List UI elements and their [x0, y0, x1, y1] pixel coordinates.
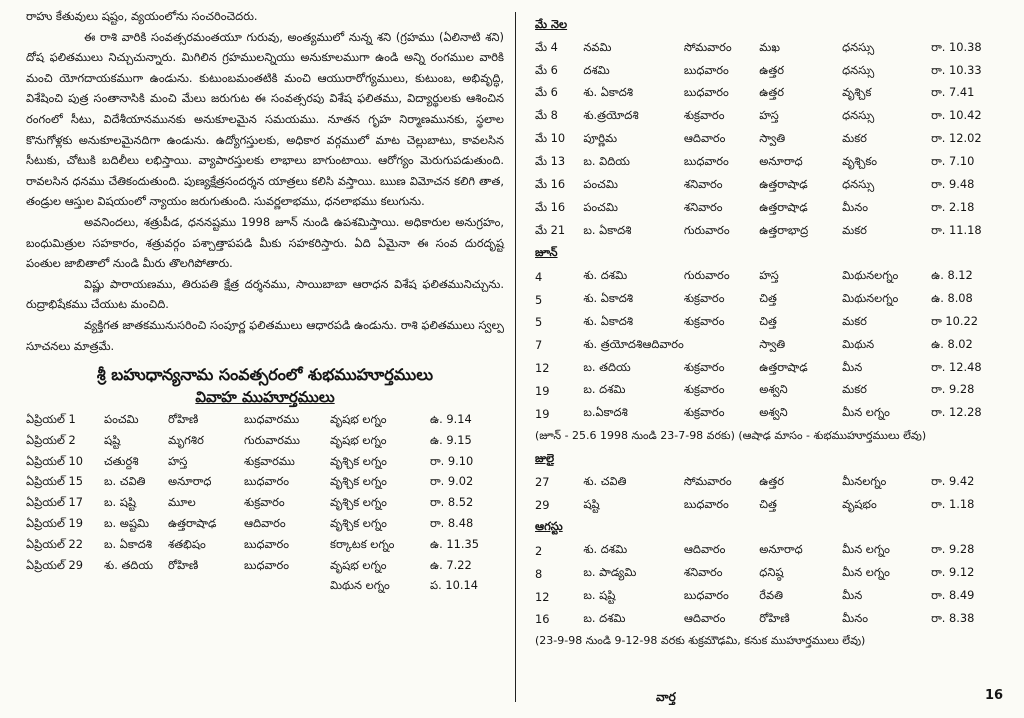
- table-row: [535, 60, 1005, 83]
- table-cell: శు.త్రయోదశి: [583, 108, 639, 123]
- table-cell: 12: [535, 361, 550, 376]
- table-cell: శుక్రవారం: [683, 291, 725, 306]
- table-cell: బ. షష్టి: [583, 588, 616, 603]
- table-row: [535, 471, 1005, 494]
- table-cell: బ. ఏకాదశి: [583, 222, 632, 237]
- table-cell: మే 13: [535, 153, 566, 168]
- table-cell: మిథునలగ్నం: [842, 268, 899, 283]
- table-cell: శనివారం: [683, 199, 723, 214]
- table-cell: వృశ్చిక: [842, 85, 872, 100]
- table-cell: గురువారం: [683, 268, 730, 283]
- table-cell: ఏప్రియల్ 29: [26, 557, 84, 572]
- table-cell: రా. 9.28: [931, 382, 975, 397]
- table-cell: ఏప్రియల్ 17: [26, 495, 84, 510]
- table-cell: ఏప్రియల్ 22: [26, 536, 84, 551]
- table-cell: పంచమి: [583, 199, 618, 214]
- table-cell: అశ్వని: [759, 405, 788, 420]
- table-cell: బుధవారం: [244, 474, 289, 489]
- table-cell: 19: [535, 406, 550, 421]
- section-heading: శ్రీ బహుధాన్యనామ సంవత్సరంలో శుభముహూర్తములు: [96, 365, 434, 385]
- table-cell: మే 10: [535, 131, 566, 146]
- table-cell: పంచమి: [104, 411, 139, 426]
- table-cell: రా. 7.41: [931, 85, 975, 100]
- table-cell: ఉ. 9.15: [430, 432, 472, 447]
- table-cell: రా. 9.12: [931, 565, 975, 580]
- table-cell: ఆదివారం: [683, 542, 726, 557]
- table-cell: ధనిష్ఠ: [759, 565, 784, 580]
- table-cell: మిథున: [842, 336, 875, 351]
- table-cell: పూర్ణిమ: [583, 131, 618, 146]
- table-row: [26, 576, 500, 597]
- table-cell: రా 10.22: [931, 313, 979, 328]
- table-cell: రా. 7.10: [931, 153, 975, 168]
- table-cell: రా. 8.38: [931, 610, 975, 625]
- table-row: [535, 83, 1005, 106]
- table-cell: మీన: [842, 588, 863, 603]
- table-row: [535, 37, 1005, 60]
- table-cell: ఉత్తరాషాఢ: [168, 515, 217, 530]
- table-cell: 2: [535, 543, 543, 558]
- table-cell: బ. విదియ: [583, 153, 630, 168]
- table-cell: మృగశిర: [168, 432, 204, 447]
- table-cell: శు. దశమి: [583, 542, 628, 557]
- table-cell: ఆదివారం: [683, 610, 726, 625]
- table-cell: మే 16: [535, 199, 566, 214]
- table-cell: ఉత్తర: [759, 62, 784, 77]
- table-cell: బుధవారం: [244, 557, 289, 572]
- table-cell: రా. 9.02: [430, 474, 474, 489]
- table-cell: రా. 10.38: [931, 39, 982, 54]
- table-cell: గురువారము: [244, 432, 300, 447]
- table-row: [535, 380, 1005, 403]
- table-cell: [684, 334, 759, 357]
- table-cell: ఏప్రియల్ 2: [26, 432, 76, 447]
- table-row: [535, 562, 1005, 585]
- table-cell: 12: [535, 589, 550, 604]
- table-cell: ఆదివారం: [683, 131, 726, 146]
- table-cell: బ.ఏకాదశి: [583, 405, 628, 420]
- table-cell: మీన లగ్నం: [842, 542, 890, 557]
- table-cell: కర్కాటక లగ్నం: [330, 536, 395, 551]
- table-row: [535, 585, 1005, 608]
- month-header-row: [535, 517, 1005, 540]
- table-cell: శుక్రవారం: [683, 313, 725, 328]
- table-cell: ఉత్తరాషాఢ: [759, 176, 808, 191]
- table-cell: హస్త: [759, 268, 779, 283]
- table-row: [26, 535, 500, 556]
- note-row: [535, 425, 1005, 448]
- table-cell: పంచమి: [583, 176, 618, 191]
- table-cell: శుక్రవారం: [683, 359, 725, 374]
- table-cell: రా. 1.18: [931, 496, 975, 511]
- month-header-row: [535, 448, 1005, 471]
- table-row: [535, 494, 1005, 517]
- table-row: [535, 220, 1005, 243]
- table-cell: ఉ. 9.14: [430, 411, 472, 426]
- table-cell: మకర: [842, 313, 867, 328]
- table-cell: 29: [535, 498, 550, 513]
- table-cell: మే 6: [535, 62, 558, 77]
- month-header: మే నెల: [535, 16, 568, 31]
- table-row: [535, 402, 1005, 425]
- table-cell: బుధవారం: [683, 496, 729, 511]
- table-cell: మీనం: [842, 610, 868, 625]
- table-cell: హస్త: [168, 453, 188, 468]
- paragraph-1: రాహు కేతువులు షష్టం, వ్యయంలోను సంచరించెదరు.: [26, 9, 258, 23]
- table-cell: శనివారం: [683, 176, 723, 191]
- table-cell: రా. 9.48: [931, 176, 975, 191]
- subsection-heading: [26, 386, 504, 408]
- month-header: ఆగస్టు: [535, 519, 563, 534]
- table-cell: ఉత్తరాషాఢ: [759, 199, 808, 214]
- table-cell: శనివారం: [683, 565, 723, 580]
- table-cell: ధనస్సు: [842, 62, 875, 77]
- table-cell: బుధవారం: [244, 536, 289, 551]
- table-cell: బ. చవితి: [104, 474, 146, 489]
- table-cell: మకర: [842, 222, 867, 237]
- table-cell: అశ్వని: [759, 382, 788, 397]
- table-cell: స్వాతి: [759, 336, 786, 351]
- table-cell: రా. 9.28: [931, 542, 975, 557]
- table-row: [535, 539, 1005, 562]
- table-cell: వృశ్చికం: [842, 153, 878, 168]
- table-cell: వృశ్చిక లగ్నం: [330, 515, 387, 530]
- table-cell: ఏప్రియల్ 10: [26, 453, 84, 468]
- table-cell: శు. తదియ: [104, 557, 153, 572]
- table-cell: రోహిణి: [168, 411, 199, 426]
- table-cell: మీనలగ్నం: [842, 473, 887, 488]
- table-cell: మకర: [842, 131, 867, 146]
- table-cell: శు. త్రయోదశిఆదివారం: [583, 336, 684, 351]
- table-cell: శు. ఏకాదశి: [583, 85, 634, 100]
- table-cell: వృశ్చిక లగ్నం: [330, 474, 387, 489]
- table-cell: దశమి: [583, 62, 610, 77]
- table-cell: బుధవారం: [683, 85, 729, 100]
- table-cell: శుక్రవారం: [683, 405, 725, 420]
- table-cell: నవమి: [583, 39, 612, 54]
- table-cell: వృషభం: [842, 496, 877, 511]
- table-cell: చిత్త: [759, 313, 777, 328]
- table-row: [26, 452, 500, 473]
- table-row: [535, 265, 1005, 288]
- table-cell: బుధవారము: [244, 411, 300, 426]
- table-row: [535, 105, 1005, 128]
- table-cell: రా. 10.42: [931, 108, 982, 123]
- table-cell: ఉత్తరాభాద్ర: [759, 222, 809, 237]
- table-cell: [244, 576, 330, 597]
- publication-footer: వార్త: [656, 690, 676, 704]
- column-divider: [515, 12, 516, 702]
- table-cell: 7: [535, 338, 543, 353]
- page-number: 16: [985, 688, 1004, 703]
- table-cell: బ. తదియ: [583, 359, 631, 374]
- table-cell: బ. అష్టమి: [104, 515, 150, 530]
- table-cell: వృషభ లగ్నం: [330, 432, 387, 447]
- table-cell: అనూరాధ: [168, 474, 212, 489]
- table-cell: రోహిణి: [168, 557, 199, 572]
- table-cell: 27: [535, 475, 550, 490]
- table-cell: వృషభ లగ్నం: [330, 557, 387, 572]
- subsection-heading-text: వివాహ ముహూర్తములు: [195, 388, 335, 407]
- table-cell: రా. 12.02: [931, 131, 982, 146]
- marriage-muhurtham-table-april: [26, 410, 500, 597]
- table-cell: హస్త: [759, 108, 779, 123]
- right-column: [535, 14, 1005, 654]
- table-cell: బ. షష్టి: [104, 495, 137, 510]
- table-cell: ఉ. 8.08: [931, 291, 973, 306]
- table-cell: సోమవారం: [683, 39, 732, 54]
- paragraph-2: ఈ రాశి వారికి సంవత్సరమంతయూ గురువు, అంత్యములో నున్న శని (గ్రహము (ఏలినాటి శని) దోష ఫలితములు నిచ్చుచున్నారు. మిగిలిన గ్రహములన్నియు అనుకూలముగా ఉండి అన్ని రంగముల వారికి మంచి యోగదాయకముగా ఉండును. కుటుంబమంతటికి మంచి ఆయురారోగ్యములు, కుటుంబ, అభివృద్ధి, విశేషించి పుత్ర సంతానాసికి మంచి మేలు జరుగుట ఈ సంవత్సరపు విశేష ఫలితము, విద్యార్థులకు ఆశించిన రంగంలో సీటు, విదేశీయానమునకు అనుకూలమైన సమయము. నూతన గృహ నిర్మాణమునకు, స్థలాల కొనుగోళ్లకు అనుకూలమైనదిగా ఉండును. ఉద్యోగస్తులకు, అధికార వర్గములో మాట చెల్లుబాటు, కావలసిన సీటుకు, చోటుకి బదిలీలు లభిస్తాయి. వ్యాపారస్తులకు లాభాలు బాగుంటాయి. ఆరోగ్యం మెరుగుపడుతుంది. రావలసిన ధనము చేతికందుతుంది. పుణ్యక్షేత్రసందర్శన యాత్రలు కలిసి వస్తాయి. ఋణ విమోచన కలిగి తాత, తండ్రుల ఆస్తుల విషయంలో న్యాయం జరుగుతుంది. సువర్ణలాభము, ధనలాభము కలుగును.: [26, 29, 504, 209]
- table-cell: షష్టి: [583, 496, 600, 511]
- table-cell: రా. 12.48: [931, 359, 982, 374]
- table-cell: మీన లగ్నం: [842, 405, 890, 420]
- table-cell: బ. దశమి: [583, 382, 626, 397]
- table-cell: బుధవారం: [683, 153, 729, 168]
- table-cell: మీన: [842, 359, 863, 374]
- table-cell: అనూరాధ: [759, 542, 803, 557]
- table-cell: ఉత్తరాషాఢ: [759, 359, 808, 374]
- table-row: [535, 288, 1005, 311]
- table-cell: మే 8: [535, 108, 558, 123]
- table-cell: రా. 10.33: [931, 62, 982, 77]
- table-row: [26, 410, 500, 431]
- table-cell: రా. 11.18: [931, 222, 982, 237]
- table-cell: రా. 9.10: [430, 453, 474, 468]
- table-cell: స్వాతి: [759, 131, 786, 146]
- table-cell: చతుర్దశి: [104, 453, 139, 468]
- table-cell: మీన లగ్నం: [842, 565, 890, 580]
- table-cell: 16: [535, 612, 550, 627]
- table-cell: రా. 2.18: [931, 199, 975, 214]
- note-text: (23-9-98 నుండి 9-12-98 వరకు శుక్రమౌఢమి, కనుక ముహూర్తములు లేవు): [535, 634, 866, 648]
- paragraph-5: వ్యక్తిగత జాతకమునుసరించి సంపూర్ణ ఫలితములు ఆధారపడి ఉండును. రాశి ఫలితములు స్వల్ప సూచనలు మాత్రమే.: [26, 317, 504, 353]
- table-cell: ఏప్రియల్ 15: [26, 474, 84, 489]
- table-row: [535, 174, 1005, 197]
- table-cell: ఉత్తర: [759, 473, 784, 488]
- table-cell: ఉ. 8.12: [931, 268, 973, 283]
- table-cell: బుధవారం: [683, 62, 729, 77]
- table-cell: మిథునలగ్నం: [842, 291, 899, 306]
- table-cell: [168, 576, 244, 597]
- table-cell: శుక్రవారం: [244, 495, 285, 510]
- table-cell: ఏప్రియల్ 19: [26, 515, 84, 530]
- table-row: [535, 197, 1005, 220]
- table-cell: రా. 9.42: [931, 473, 975, 488]
- table-cell: ధనస్సు: [842, 108, 875, 123]
- table-cell: బ. దశమి: [583, 610, 626, 625]
- table-cell: శుక్రవారం: [683, 108, 725, 123]
- table-cell: 5: [535, 315, 543, 330]
- table-cell: రా. 8.49: [931, 588, 975, 603]
- table-cell: రేవతి: [759, 588, 784, 603]
- table-row: [26, 556, 500, 577]
- table-cell: ఉ. 8.02: [931, 336, 973, 351]
- table-cell: బ. పాడ్యమి: [583, 565, 637, 580]
- table-cell: అనూరాధ: [759, 153, 803, 168]
- table-cell: ప. 10.14: [430, 578, 478, 593]
- table-cell: బుధవారం: [683, 588, 729, 603]
- note-row: [535, 631, 1005, 654]
- note-text: (జూన్ - 25.6 1998 నుండి 23-7-98 వరకు) (ఆషాఢ మాసం - శుభముహూర్తములు లేవు): [535, 428, 927, 442]
- table-cell: వృషభ లగ్నం: [330, 411, 387, 426]
- table-cell: రోహిణి: [759, 610, 790, 625]
- table-cell: [26, 576, 104, 597]
- month-header-row: [535, 242, 1005, 265]
- table-row: [535, 334, 1005, 357]
- table-cell: గురువారం: [683, 222, 730, 237]
- table-cell: చిత్త: [759, 291, 777, 306]
- table-cell: మే 6: [535, 85, 558, 100]
- table-cell: ఉ. 11.35: [430, 536, 479, 551]
- table-cell: శు. దశమి: [583, 268, 628, 283]
- table-row: [26, 514, 500, 535]
- table-cell: సోమవారం: [683, 473, 732, 488]
- muhurtham-table-may-august: [535, 14, 1005, 654]
- table-cell: మే 4: [535, 39, 558, 54]
- table-cell: శుక్రవారం: [683, 382, 725, 397]
- table-cell: శతభిషం: [168, 536, 206, 551]
- table-cell: [104, 576, 168, 597]
- table-cell: మే 16: [535, 176, 566, 191]
- table-cell: వృశ్చిక లగ్నం: [330, 453, 387, 468]
- table-cell: చిత్త: [759, 496, 777, 511]
- paragraph-3: అవనిందలు, శత్రుపీడ, ధననష్టము 1998 జూన్ నుండి ఉపశమిస్తాయి. అధికారుల అనుగ్రహం, బంధుమిత్రుల సహకారం, శత్రువర్గం పశ్చాత్తాపపడి మీకు సహకరిస్తారు. ఏది ఏమైనా ఈ సంవ దురదృష్ట పంతుల జాబితాలో నుండి మీరు తొలగిపోతారు.: [26, 214, 504, 271]
- table-cell: రా. 8.48: [430, 515, 474, 530]
- month-header: జూన్: [535, 245, 558, 260]
- table-row: [535, 151, 1005, 174]
- table-cell: శు. ఏకాదశి: [583, 291, 634, 306]
- table-cell: 19: [535, 383, 550, 398]
- table-cell: ఉత్తర: [759, 85, 784, 100]
- table-row: [26, 472, 500, 493]
- table-cell: మూల: [168, 495, 196, 510]
- table-cell: ధనస్సు: [842, 39, 875, 54]
- month-header: జులై: [535, 450, 555, 465]
- table-cell: మఖ: [759, 39, 780, 54]
- table-cell: ధనస్సు: [842, 176, 875, 191]
- table-cell: శు. ఏకాదశి: [583, 313, 634, 328]
- table-cell: మిథున లగ్నం: [330, 578, 390, 593]
- table-cell: మే 21: [535, 222, 566, 237]
- table-cell: 8: [535, 566, 543, 581]
- left-column: [26, 6, 504, 597]
- table-cell: శుక్రవారము: [244, 453, 295, 468]
- table-cell: ఆదివారం: [244, 515, 286, 530]
- table-row: [535, 357, 1005, 380]
- table-cell: వృశ్చిక లగ్నం: [330, 495, 387, 510]
- table-cell: శు. చవితి: [583, 473, 627, 488]
- table-cell: ఏప్రియల్ 1: [26, 411, 76, 426]
- paragraph-4: విష్ణు పారాయణము, తిరుపతి క్షేత్ర దర్శనము, సాయిబాబా ఆరాధన విశేష ఫలితమునిచ్చును. రుద్రాభిషేకము చేయుట మంచిది.: [26, 276, 504, 312]
- table-row: [26, 431, 500, 452]
- table-cell: షష్టి: [104, 432, 121, 447]
- table-row: [535, 608, 1005, 631]
- table-cell: బ. ఏకాదశి: [104, 536, 153, 551]
- month-header-row: [535, 14, 1005, 37]
- table-row: [26, 493, 500, 514]
- table-row: [535, 311, 1005, 334]
- table-row: [535, 128, 1005, 151]
- table-cell: మీనం: [842, 199, 868, 214]
- table-cell: 4: [535, 269, 543, 284]
- table-cell: ఉ. 7.22: [430, 557, 472, 572]
- table-cell: రా. 12.28: [931, 405, 982, 420]
- table-cell: 5: [535, 292, 543, 307]
- table-cell: మకర: [842, 382, 867, 397]
- table-cell: రా. 8.52: [430, 495, 474, 510]
